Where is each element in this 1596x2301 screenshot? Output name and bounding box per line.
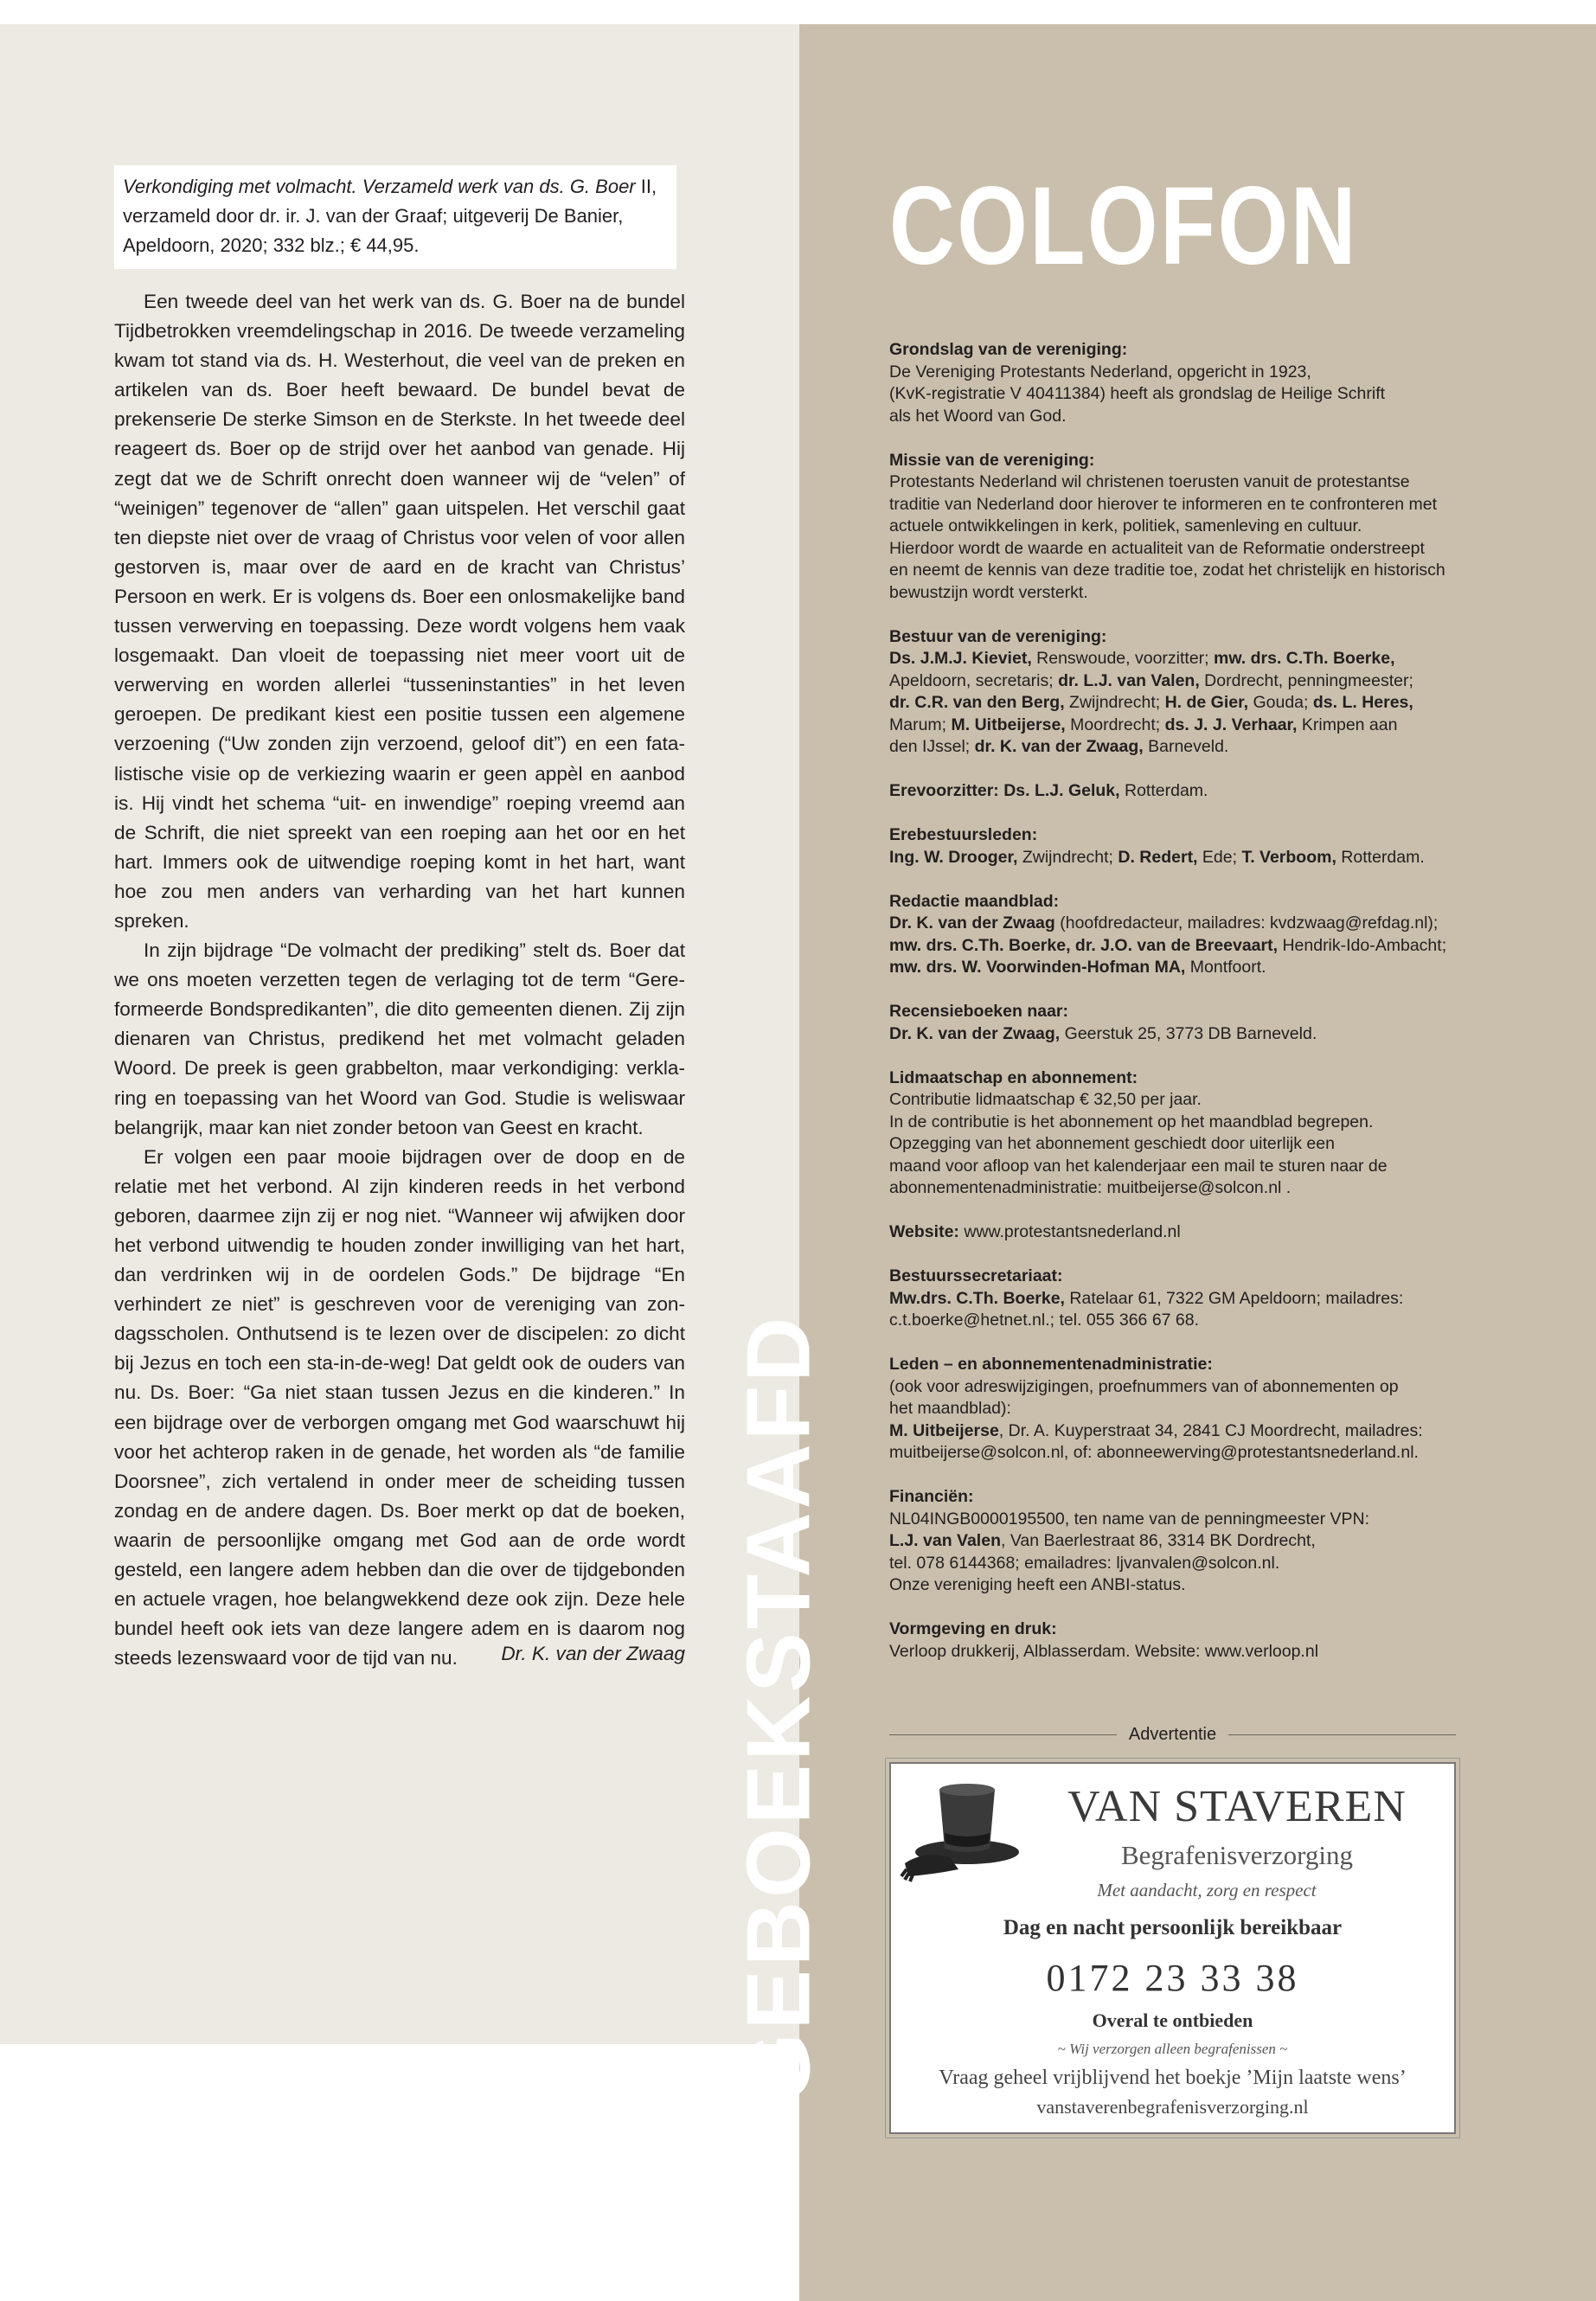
colofon-text: Rotterdam. <box>1119 781 1208 800</box>
person-name: Dr. K. van der Zwaag, <box>889 1023 1061 1043</box>
colofon-heading: Financiën: <box>889 1487 974 1506</box>
review-signature: Dr. K. van der Zwaag <box>501 1643 685 1664</box>
top-hat-gloves-icon <box>898 1772 1036 1885</box>
colofon-line: abonnementenadministratie: muitbeijerse@solcon.nl . <box>889 1178 1292 1197</box>
colofon-text: Barneveld. <box>1143 737 1229 756</box>
colofon-lidmaatschap <box>889 1067 1512 1200</box>
colofon-heading: Erevoorzitter: Ds. L.J. Geluk, <box>889 781 1120 800</box>
colofon-heading: Website: <box>889 1222 959 1241</box>
colofon-line: muitbeijerse@solcon.nl, of: abonneewerving@protestantsnederland.nl. <box>889 1443 1419 1462</box>
colofon-line: c.t.boerke@hetnet.nl.; tel. 055 366 67 68. <box>889 1311 1200 1330</box>
colofon-line: NL04INGB0000195500, ten name van de penningmeester VPN: <box>889 1509 1370 1529</box>
colofon-line: (KvK-registratie V 40411384) heeft als grondslag de Heilige Schrift <box>889 384 1386 403</box>
colofon-text: den IJssel; <box>889 737 975 756</box>
book-editor-publisher: verzameld door dr. ir. J. van der Graaf; uitgeverij De Banier, <box>123 205 624 227</box>
colofon-grondslag <box>889 339 1512 427</box>
advert-label: Advertentie <box>1128 1725 1217 1744</box>
person-name: dr. C.R. van den Berg, <box>889 693 1065 712</box>
colofon-line: het maandblad): <box>889 1399 1011 1418</box>
colofon-heading: Leden – en abonnementenadministratie: <box>889 1355 1213 1374</box>
colofon-text: , Van Baerlestraat 86, 3314 BK Dordrecht, <box>1000 1531 1316 1550</box>
person-name: H. de Gier, <box>1164 693 1249 712</box>
colofon-text: Renswoude, voorzitter; <box>1031 649 1214 668</box>
person-name: dr. L.J. van Valen, <box>1058 670 1200 690</box>
colofon-line: In de contributie is het abonnement op het maandblad begrepen. <box>889 1112 1374 1131</box>
colofon-text: Zwijndrecht; <box>1017 847 1118 867</box>
advert-phone: 0172 23 33 38 <box>1046 1957 1299 1999</box>
colofon-text: Ede; <box>1197 847 1242 867</box>
advert-offer: Vraag geheel vrijblijvend het boekje ’Mijn laatste wens’ <box>939 2067 1407 2089</box>
colofon-line: bewustzijn wordt versterkt. <box>889 582 1088 602</box>
advert-brand: VAN STAVEREN <box>1067 1782 1407 1831</box>
advert-subtitle: Begrafenisverzorging <box>1121 1840 1353 1870</box>
colofon-heading: Bestuurssecretariaat: <box>889 1266 1063 1285</box>
colofon-secretariaat <box>889 1266 1512 1332</box>
colofon-text: Geerstuk 25, 3773 DB Barneveld. <box>1060 1023 1317 1043</box>
colofon-text: Hendrik-Ido-Ambacht; <box>1278 935 1447 955</box>
colofon-heading: Vormgeving en druk: <box>889 1619 1057 1638</box>
advert-availability: Dag en nacht persoonlijk bereikbaar <box>1003 1916 1343 1939</box>
divider <box>889 1734 1117 1735</box>
colofon-text: Moordrecht; <box>1065 715 1165 734</box>
advert-website[interactable]: vanstaverenbegrafenisverzorging.nl <box>1036 2096 1309 2118</box>
book-place-price: Apeldoorn, 2020; 332 blz.; € 44,95. <box>123 234 420 256</box>
colofon-line: Protestants Nederland wil christenen toerusten vanuit de protestantse <box>889 472 1410 491</box>
colofon-website <box>889 1221 1512 1244</box>
section-sidebar <box>728 1313 830 2104</box>
colofon-erevoorzitter <box>889 780 1512 803</box>
colofon-missie <box>889 450 1512 605</box>
colofon-line: Contributie lidmaatschap € 32,50 per jaar. <box>889 1090 1202 1109</box>
person-name: mw. drs. C.Th. Boerke, <box>1214 649 1395 668</box>
colofon-heading: Recensieboeken naar: <box>889 1002 1069 1021</box>
advert-tagline: Met aandacht, zorg en respect <box>1097 1880 1317 1900</box>
colofon-line: tel. 078 6144368; emailadres: ljvanvalen@solcon.nl. <box>889 1553 1280 1573</box>
colofon-text: Marum; <box>889 715 952 734</box>
colofon-title: COLOFON <box>889 164 1358 288</box>
advert-label-row <box>889 1725 1456 1745</box>
review-paragraph: Er volgen een paar mooie bijdragen over de doop en de relatie met het verbond. Al zijn kinderen reeds in het verbond geboren, daarmee zijn zij er nog niet. “Wanneer wij afwijken door het verbond uitwendig te houden zonder inwilliging van het hart, dan verdrinken wij in de oordelen Gods.” De bijdrage “En verhindert ze niet” is geschreven voor de vereniging van zondagsscholen. Onthutsend is te lezen over de discipelen: zo dicht bij Jezus en toch een sta-in-de-weg! Dat geldt ook de ouders van nu. Ds. Boer: “Ga niet staan tussen Jezus en die kinderen.” In een bijdrage over de verborgen omgang met God waarschuwt hij voor het achterop raken in de genade, het worden als “de familie Doorsnee”, zich vertalend in onder meer de scheiding tussen zondag en de andere dagen. Ds. Boer merkt op dat de boeken, waarin de persoonlijke omgang met God aan de orde wordt gesteld, een langere adem hebben dan die over de tijdgebonden en actuele vragen, hoe belangwekkend deze ook zijn. Deze hele bundel heeft ook iets van deze langere adem en is daarom nog steeds lezenswaard voor de tijd van nu. <box>114 1145 685 1670</box>
colofon-content <box>889 339 1512 1685</box>
person-name: Mw.drs. C.Th. Boerke, <box>889 1288 1065 1308</box>
colofon-heading: Redactie maandblad: <box>889 891 1060 911</box>
colofon-text: Ratelaar 61, 7322 GM Apeldoorn; mailadres: <box>1064 1288 1404 1308</box>
colofon-erebestuur <box>889 824 1512 868</box>
colofon-leden <box>889 1354 1512 1465</box>
colofon-line: Verloop drukkerij, Alblasserdam. Website: www.verloop.nl <box>889 1641 1319 1661</box>
book-volume: II, <box>635 176 657 197</box>
colofon-text: Apeldoorn, secretaris; <box>889 670 1059 690</box>
colofon-line: Opzegging van het abonnement geschiedt door uiterlijk een <box>889 1134 1335 1153</box>
colofon-line: en neemt de kennis van deze traditie toe, zodat het christelijk en historisch <box>889 561 1445 580</box>
colofon-line: De Vereniging Protestants Nederland, opgericht in 1923, <box>889 362 1311 381</box>
review-paragraph: Een tweede deel van het werk van ds. G. Boer na de bundel Tijdbetrokken vreemdelingschap in 2016. De tweede verzameling kwam tot stand via ds. H. Westerhout, die veel van de preken en artikelen van ds. Boer heeft bewaard. De bundel bevat de prekenserie De sterke Simson en de Sterkste. In het tweede deel reageert ds. Boer op de strijd over het aanbod van genade. Hij zegt dat we de Schrift onrecht doen wanneer wij de “velen” of “weinigen” tegenover de “allen” gaan uitspelen. Het verschil gaat ten diepste niet over de vraag of Christus voor velen of voor allen gestorven is, maar over de aard en de kracht van Christus’ Persoon en werk. Er is volgens ds. Boer een onlosmakelijke band tussen verwerving en toepassing. Deze wordt volgens hem vaak losgemaakt. Dan vloeit de toepassing niet meer voort uit de verwerving en worden allerlei “tusseninstanties” in het leven geroepen. De predikant kiest een positie tussen een algemene verzoening (“Uw zonden zijn verzoend, geloof dit”) en een fatalistische visie op de verkiezing waarin er geen appèl en aanbod is. Hij vindt het schema “uit- en inwendige” roeping vreemd aan de Schrift, die niet spreekt van een roeping aan het oor en het hart. Immers ook de uitwendige roeping komt in het hart, want hoe zou men anders van verharding van het hart kunnen spreken. <box>114 291 685 932</box>
advertisement <box>889 1762 1456 2134</box>
person-name: Dr. K. van der Zwaag <box>889 913 1055 933</box>
person-name: T. Verboom, <box>1241 847 1336 867</box>
colofon-line: Hierdoor wordt de waarde en actualiteit van de Reformatie onderstreept <box>889 538 1425 558</box>
colofon-text: Montfoort. <box>1185 958 1266 977</box>
colofon-line: traditie van Nederland door hierover te informeren en te confronteren met <box>889 494 1438 514</box>
person-name: ds. J. J. Verhaar, <box>1164 715 1298 734</box>
review-paragraph: In zijn bijdrage “De volmacht der prediking” stelt ds. Boer dat we ons moeten verzetten tegen de verlaging tot de term “Gereformeerde Bondspredikanten”, die dito gemeenten dienen. Zij zijn dienaren van Christus, predikend het met volmacht geladen Woord. De preek is geen grabbelton, maar verkondiging: verklaring en toepassing van het Woord van God. Studie is weliswaar belangrijk, maar kan niet zonder betoon van Geest en kracht. <box>114 939 685 1138</box>
colofon-heading: Grondslag van de vereniging: <box>889 340 1128 359</box>
review-text <box>114 287 685 1673</box>
colofon-text: Gouda; <box>1248 693 1313 712</box>
person-name: dr. K. van der Zwaag, <box>974 737 1144 756</box>
colofon-line: Onze vereniging heeft een ANBI-status. <box>889 1575 1186 1594</box>
colofon-recensie <box>889 1001 1512 1045</box>
colofon-vormgeving <box>889 1618 1512 1663</box>
person-name: mw. drs. W. Voorwinden-Hofman MA, <box>889 958 1186 977</box>
section-label: GEBOEKSTAAFD <box>728 1313 830 2104</box>
person-name: mw. drs. C.Th. Boerke, dr. J.O. van de Breevaart, <box>889 935 1279 955</box>
person-name: ds. L. Heres, <box>1312 693 1413 712</box>
person-name: Ing. W. Drooger, <box>889 847 1018 867</box>
colofon-heading: Lidmaatschap en abonnement: <box>889 1067 1138 1087</box>
colofon-financien <box>889 1486 1512 1597</box>
colofon-heading: Erebestuursleden: <box>889 825 1038 844</box>
colofon-text: , Dr. A. Kuyperstraat 34, 2841 CJ Moordrecht, mailadres: <box>998 1420 1423 1440</box>
colofon-text: Dordrecht, penningmeester; <box>1199 670 1413 690</box>
person-name: M. Uitbeijerse, <box>951 715 1066 734</box>
person-name: M. Uitbeijerse <box>889 1420 999 1440</box>
colofon-bestuur <box>889 626 1512 759</box>
person-name: L.J. van Valen <box>889 1531 1001 1550</box>
advert-note: ~ Wij verzorgen alleen begrafenissen ~ <box>1057 2041 1288 2057</box>
colofon-redactie <box>889 891 1512 979</box>
colofon-heading: Missie van de vereniging: <box>889 450 1095 470</box>
divider <box>1228 1734 1456 1735</box>
colofon-text: (hoofdredacteur, mailadres: kvdzwaag@refdag.nl); <box>1054 913 1439 933</box>
colofon-heading: Bestuur van de vereniging: <box>889 626 1107 646</box>
person-name: D. Redert, <box>1118 847 1198 867</box>
colofon-line: maand voor afloop van het kalenderjaar een mail te sturen naar de <box>889 1156 1388 1176</box>
colofon-line: (ook voor adreswijzigingen, proefnummers van of abonnementen op <box>889 1376 1399 1396</box>
book-title: Verkondiging met volmacht. Verzameld werk van ds. G. Boer <box>123 176 636 197</box>
colofon-text: Rotterdam. <box>1336 847 1425 867</box>
colofon-text: Zwijndrecht; <box>1064 693 1165 712</box>
advert-overal: Overal te ontbieden <box>1092 2009 1253 2031</box>
colofon-text: Krimpen aan <box>1297 715 1398 734</box>
book-info-box <box>114 165 676 269</box>
colofon-line: actuele ontwikkelingen in kerk, politiek, samenleving en cultuur. <box>889 516 1362 535</box>
person-name: Ds. J.M.J. Kieviet, <box>889 649 1032 668</box>
website-link[interactable]: www.protestantsnederland.nl <box>958 1222 1181 1241</box>
colofon-line: als het Woord van God. <box>889 406 1067 426</box>
